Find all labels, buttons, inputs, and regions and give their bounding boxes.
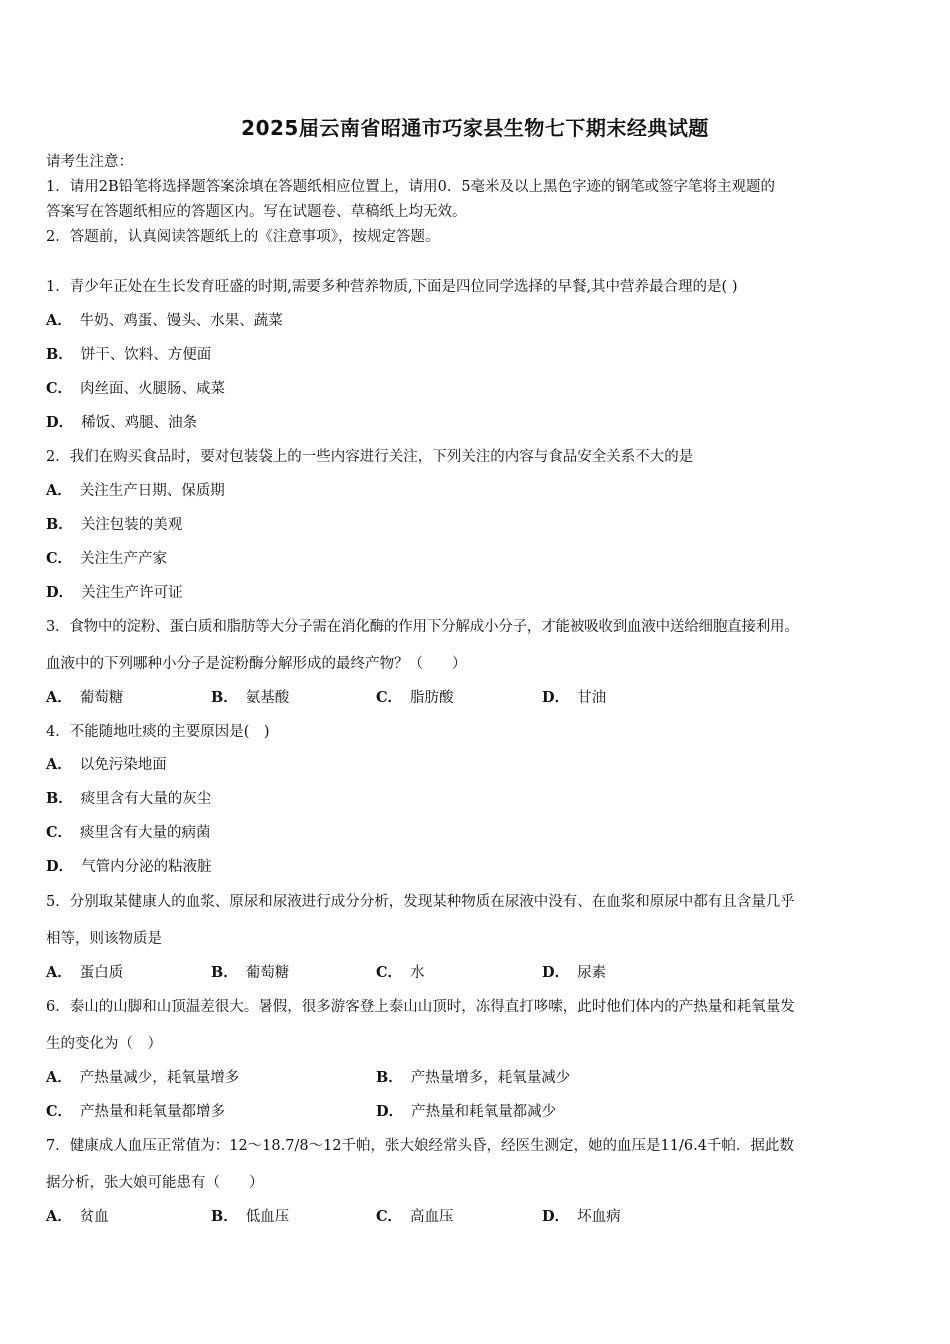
option-text: 产热量和耗氧量都减少	[411, 1104, 557, 1120]
question-4-option-a[interactable]	[46, 755, 167, 775]
question-3-stem-line-1: 3．食物中的淀粉、蛋白质和脂肪等大分子需在消化酶的作用下分解成小分子，才能被吸收到血液中送给细胞直接利用。	[46, 619, 799, 635]
option-letter: B．	[46, 516, 73, 533]
question-1-option-a[interactable]	[46, 311, 283, 331]
question-3-option-b[interactable]	[211, 688, 289, 708]
question-6-option-b[interactable]	[376, 1068, 570, 1088]
option-letter: D．	[542, 964, 570, 981]
question-6-stem-line-1: 6．泰山的山脚和山顶温差很大。暑假，很多游客登上泰山山顶时，冻得直打哆嗦，此时他们体内的产热量和耗氧量发	[46, 999, 795, 1015]
option-text: 坏血病	[577, 1209, 621, 1225]
option-letter: B．	[46, 790, 73, 807]
question-6-option-a[interactable]	[46, 1068, 239, 1088]
option-text: 关注生产产家	[80, 551, 168, 567]
option-text: 稀饭、鸡腿、油条	[81, 415, 198, 431]
option-text: 关注生产许可证	[81, 585, 183, 601]
question-3-stem-line-2: 血液中的下列哪种小分子是淀粉酶分解形成的最终产物？（ ）	[46, 656, 467, 672]
question-4-stem: 4．不能随地吐痰的主要原因是( )	[46, 724, 270, 740]
option-text: 饼干、饮料、方便面	[80, 347, 212, 363]
question-5-option-a[interactable]	[46, 963, 123, 983]
question-2-stem: 2．我们在购买食品时，要对包装袋上的一些内容进行关注，下列关注的内容与食品安全关系不大的是	[46, 449, 694, 465]
option-letter: C．	[46, 550, 73, 567]
question-6-stem-line-2: 生的变化为（ ）	[46, 1036, 162, 1052]
question-2-option-a[interactable]	[46, 481, 225, 501]
question-5-stem-line-2: 相等，则该物质是	[46, 931, 162, 947]
option-letter: C．	[376, 689, 403, 706]
question-2-option-d[interactable]	[46, 583, 183, 603]
option-letter: A．	[46, 482, 72, 499]
option-text: 气管内分泌的粘液脏	[81, 859, 212, 875]
option-text: 氨基酸	[245, 690, 290, 706]
option-letter: B．	[46, 346, 73, 363]
option-text: 水	[410, 965, 425, 981]
option-text: 尿素	[577, 965, 607, 981]
question-4-option-d[interactable]	[46, 857, 212, 877]
question-2-option-c[interactable]	[46, 549, 167, 569]
question-5-option-c[interactable]	[376, 963, 425, 983]
notice-heading: 请考生注意：	[46, 154, 133, 170]
option-letter: C．	[46, 1103, 73, 1120]
question-5-stem-line-1: 5．分别取某健康人的血浆、原尿和尿液进行成分分析，发现某种物质在尿液中没有、在血浆和原尿中都有且含量几乎	[46, 894, 795, 910]
option-letter: B．	[211, 1208, 238, 1225]
option-text: 甘油	[577, 690, 607, 706]
option-text: 关注包装的美观	[80, 517, 183, 533]
option-text: 葡萄糖	[79, 690, 124, 706]
option-text: 关注生产日期、保质期	[79, 483, 225, 499]
question-1-option-d[interactable]	[46, 413, 197, 433]
option-letter: D．	[542, 689, 570, 706]
question-7-option-c[interactable]	[376, 1207, 454, 1227]
option-letter: C．	[376, 964, 403, 981]
question-1-option-c[interactable]	[46, 379, 225, 399]
notice-line-3: 2．答题前，认真阅读答题纸上的《注意事项》，按规定答题。	[46, 229, 440, 245]
option-letter: D．	[376, 1103, 404, 1120]
option-text: 产热量增多，耗氧量减少	[410, 1070, 571, 1086]
question-3-option-a[interactable]	[46, 688, 123, 708]
option-text: 痰里含有大量的灰尘	[80, 791, 212, 807]
question-7-option-d[interactable]	[542, 1207, 621, 1227]
option-letter: C．	[376, 1208, 403, 1225]
option-letter: C．	[46, 380, 73, 397]
question-7-stem-line-2: 据分析，张大娘可能患有（ ）	[46, 1175, 264, 1191]
option-text: 产热量和耗氧量都增多	[80, 1104, 226, 1120]
page-title: 2025届云南省昭通市巧家县生物七下期末经典试题	[241, 116, 709, 140]
option-text: 低血压	[245, 1209, 290, 1225]
question-2-option-b[interactable]	[46, 515, 182, 535]
option-letter: A．	[46, 1208, 72, 1225]
option-text: 高血压	[410, 1209, 454, 1225]
option-letter: A．	[46, 964, 72, 981]
option-letter: D．	[46, 414, 74, 431]
option-letter: D．	[46, 858, 74, 875]
option-letter: D．	[542, 1208, 570, 1225]
option-text: 痰里含有大量的病菌	[80, 825, 211, 841]
question-4-option-c[interactable]	[46, 823, 211, 843]
question-3-option-c[interactable]	[376, 688, 454, 708]
option-letter: B．	[376, 1069, 403, 1086]
question-6-option-c[interactable]	[46, 1102, 225, 1122]
option-letter: A．	[46, 756, 72, 773]
question-1-stem: 1．青少年正处在生长发育旺盛的时期,需要多种营养物质,下面是四位同学选择的早餐,其中营养最合理的是( )	[46, 279, 738, 295]
option-text: 产热量减少，耗氧量增多	[79, 1070, 240, 1086]
option-text: 葡萄糖	[245, 965, 290, 981]
option-letter: A．	[46, 689, 72, 706]
notice-line-1: 1．请用2B铅笔将选择题答案涂填在答题纸相应位置上，请用0．5毫米及以上黑色字迹的钢笔或签字笔将主观题的	[46, 179, 776, 195]
question-7-option-b[interactable]	[211, 1207, 289, 1227]
option-letter: C．	[46, 824, 73, 841]
option-text: 牛奶、鸡蛋、馒头、水果、蔬菜	[79, 313, 283, 329]
option-letter: A．	[46, 1069, 72, 1086]
question-7-stem-line-1: 7．健康成人血压正常值为：12～18.7/8～12千帕，张大娘经常头昏，经医生测定，她的血压是11/6.4千帕．据此数	[46, 1138, 794, 1154]
option-letter: D．	[46, 584, 74, 601]
option-text: 肉丝面、火腿肠、咸菜	[80, 381, 226, 397]
option-letter: B．	[211, 964, 238, 981]
option-text: 贫血	[79, 1209, 109, 1225]
question-5-option-d[interactable]	[542, 963, 606, 983]
option-letter: B．	[211, 689, 238, 706]
question-3-option-d[interactable]	[542, 688, 606, 708]
notice-line-2: 答案写在答题纸相应的答题区内。写在试题卷、草稿纸上均无效。	[46, 204, 467, 220]
option-text: 以免污染地面	[79, 757, 167, 773]
option-text: 脂肪酸	[410, 690, 454, 706]
question-6-option-d[interactable]	[376, 1102, 556, 1122]
option-text: 蛋白质	[79, 965, 124, 981]
question-5-option-b[interactable]	[211, 963, 289, 983]
option-letter: A．	[46, 312, 72, 329]
question-7-option-a[interactable]	[46, 1207, 109, 1227]
question-1-option-b[interactable]	[46, 345, 211, 365]
question-4-option-b[interactable]	[46, 789, 211, 809]
